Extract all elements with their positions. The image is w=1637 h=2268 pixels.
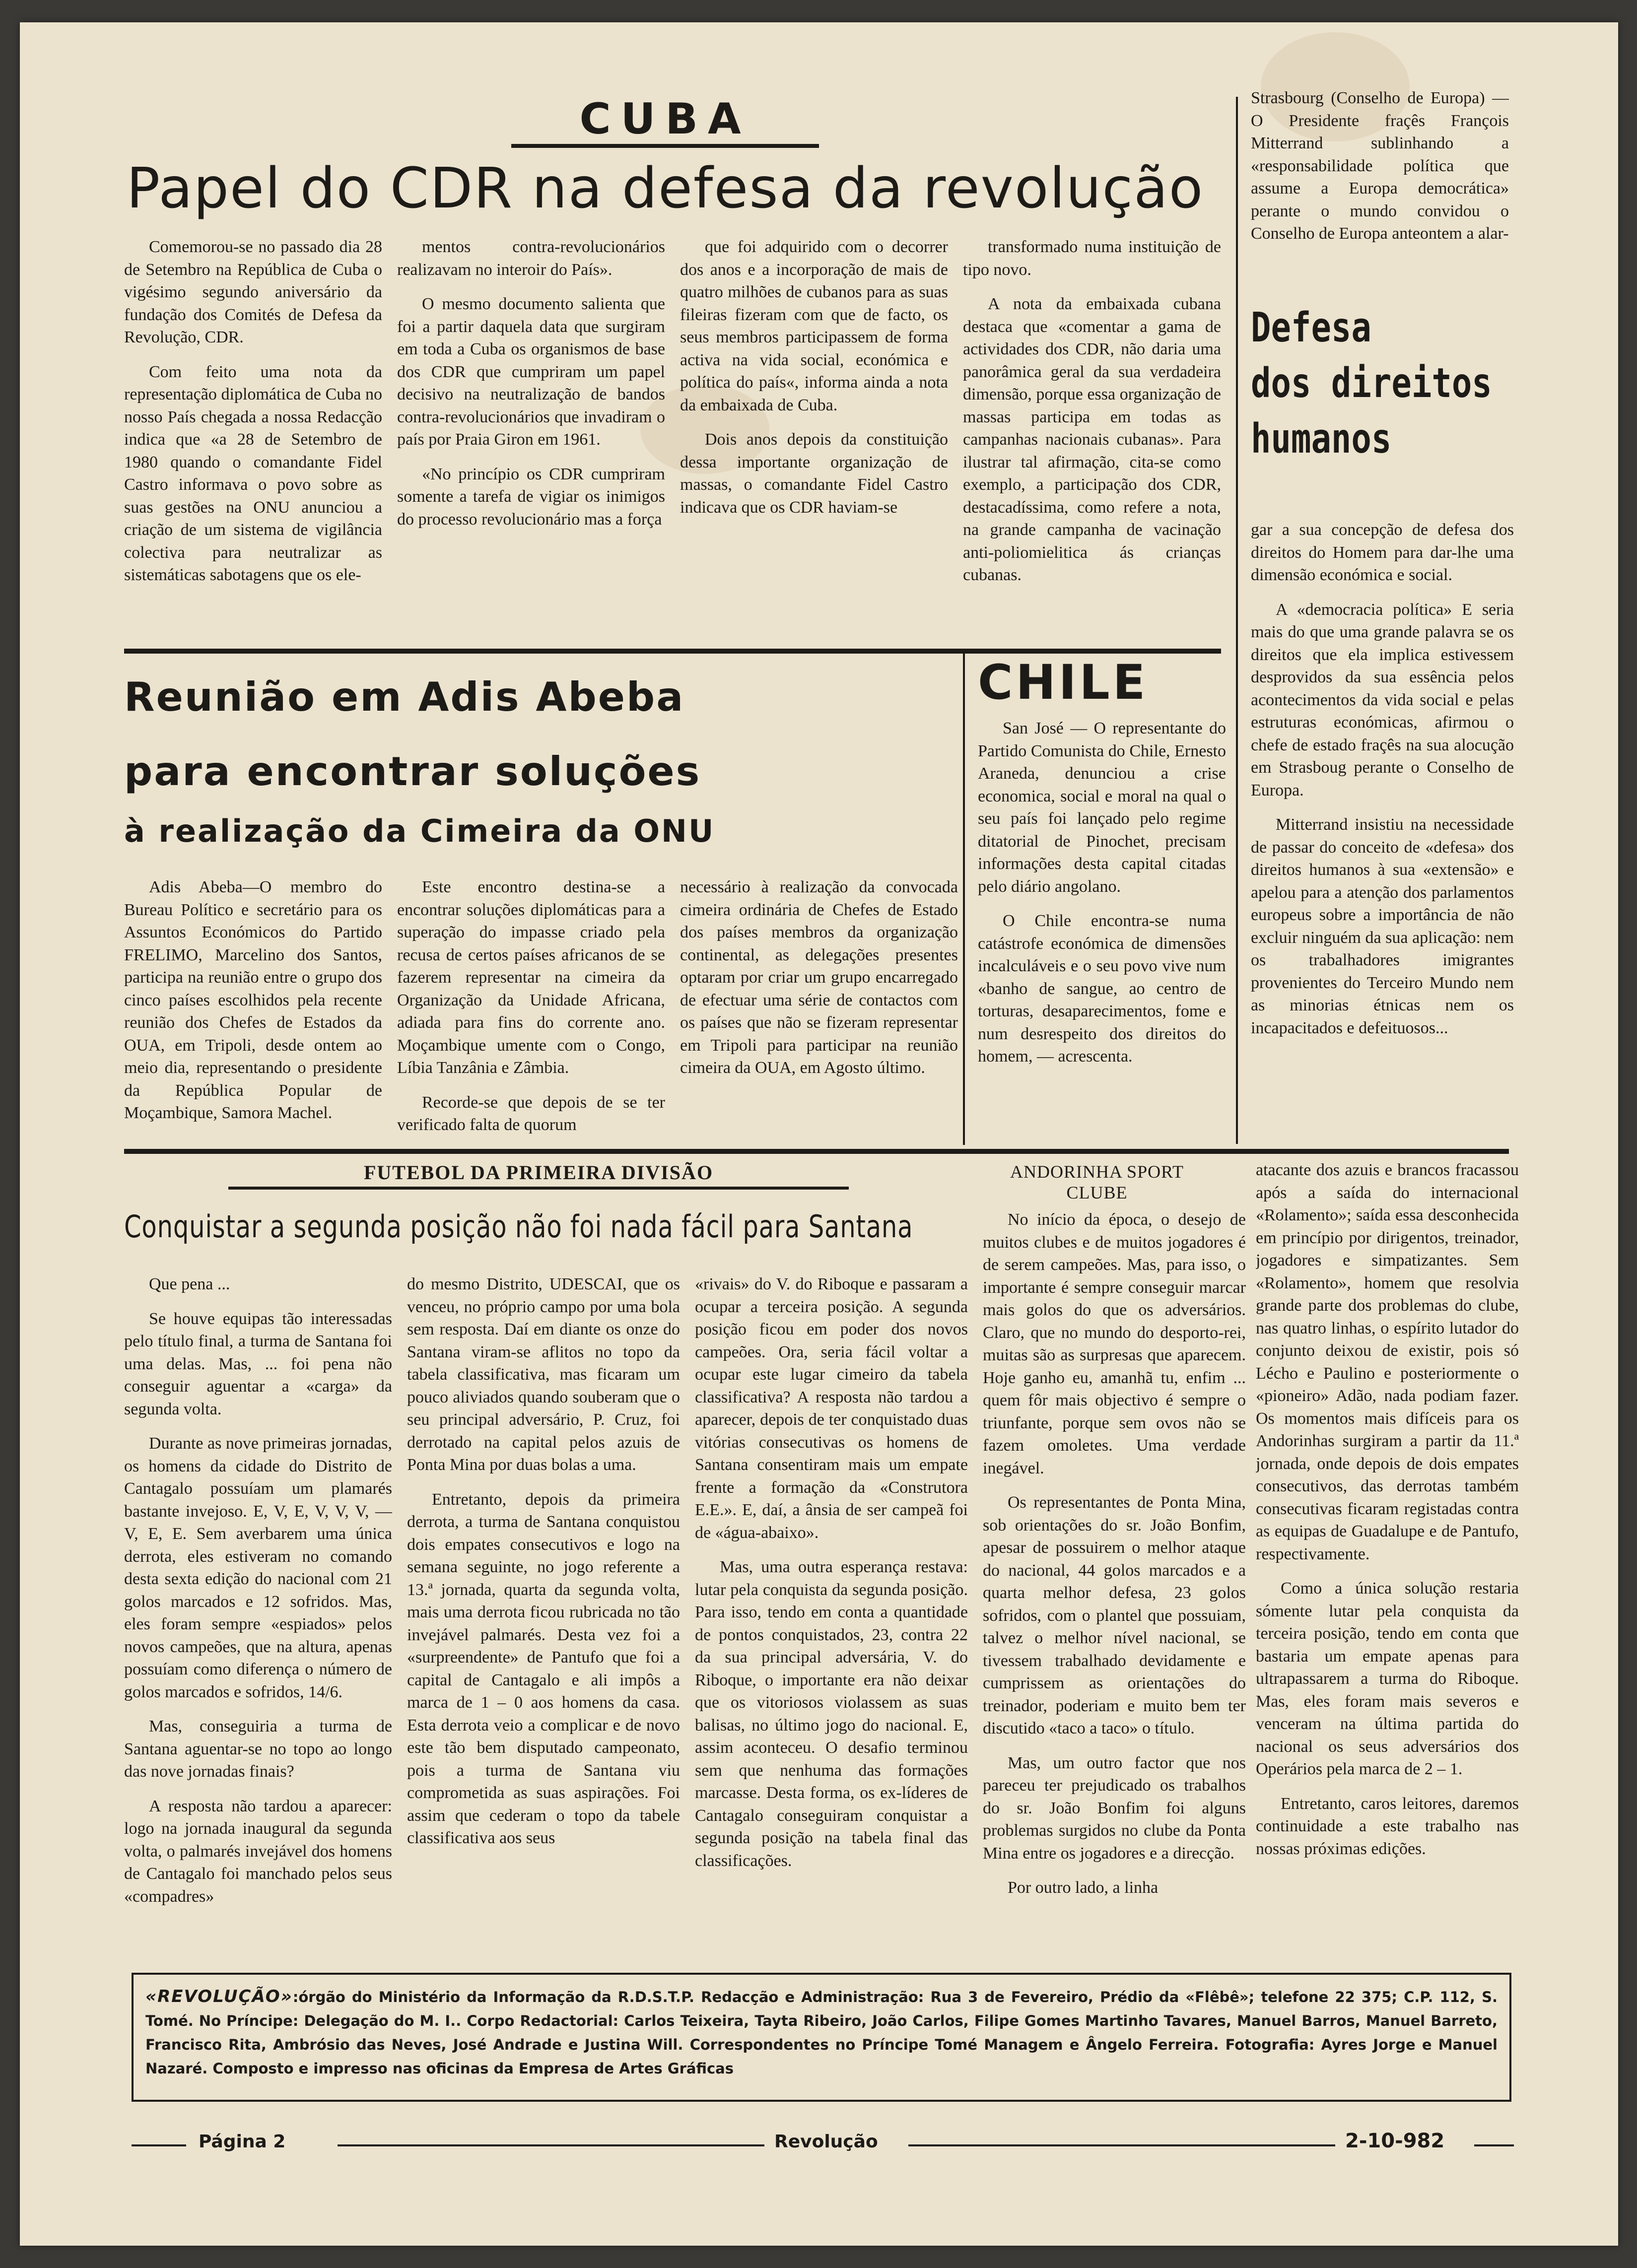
paragraph: Os representantes de Ponta Mina, sob orientações do sr. João Bonfim, apesar de possuirem o melhor ataque do nacional, 44 golos marcados e a quarta melhor defesa, 23 golos sofridos, com o plantel que possuiam, talvez o melhor nível nacional, se tivessem trabalhado devidamente e cumprissem as orientações do treinador, poderiam e muito bem ter discutido «taco a taco» o título. [983, 1493, 1246, 1737]
paragraph: atacante dos azuis e brancos fracassou após a saída do internacional «Rolamento»; saída essa desconhecida em princípio por dirigentos, treinador, jogadores e simpatizantes. Sem «Rolamento», homem que resolvia grande parte dos problemas do clube, nas quatro linhas, o espírito lutador do conjunto deixou de existir, pois só Lécho e Paulino e posteriormente o «pioneiro» Adão, nada podiam fazer. Os momentos mais difíceis para os Andorinhas surgiram a partir da 11.ª jornada, onde depois de dois empates consecutivos, das derrotas também consecutivas ficaram registadas contra as equipas de Guadalupe e de Pantufo, respectivamente. [1256, 1161, 1519, 1563]
paragraph: O mesmo documento salienta que foi a partir daquela data que surgiram em toda a Cuba os organismos de base dos CDR que cumpriram um papel decisivo na neutralização de bandos contra-revolucionários que invadiram o país por Praia Giron em 1961. [397, 295, 665, 449]
footer-rule [1474, 2144, 1514, 2146]
cuba-column-1 [124, 236, 382, 643]
paragraph: Mas, um outro factor que nos pareceu ter prejudicado os trabalhos do sr. João Bonfim foi alguns problemas surgidos no clube da Ponta Mina entre os jogadores e a direcção. [983, 1753, 1246, 1863]
paragraph: mentos contra-revolucionários realizavam no interoir do País». [397, 238, 665, 279]
adis-column-1 [124, 876, 382, 1144]
adis-headline-line-2: para encontrar soluções [124, 748, 701, 795]
footer-rule [908, 2144, 1335, 2146]
footer-paper-name: Revolução [774, 2132, 878, 2152]
cuba-column-2 [397, 236, 665, 643]
footer-page-number: Página 2 [199, 2132, 286, 2152]
paragraph: Se houve equipas tão interessadas pelo título final, a turma de Santana foi uma delas. Mas, ... foi pena não conseguir aguentar a «carga» da segunda volta. [124, 1309, 392, 1418]
paragraph: «No princípio os CDR cumpriram somente a tarefa de vigiar os inimigos do processo revolucionário mas a força [397, 465, 665, 529]
paragraph: do mesmo Distrito, UDESCAI, que os venceu, no próprio campo por uma bola sem resposta. Daí em diante os onze do Santana viram-se aflitos no topo da tabela classificativa, mas ficaram um pouco aliviados quando souberam que o seu principal adversário, P. Cruz, foi derrotado na capital pelos azuis de Ponta Mina por duas bolas a uma. [407, 1275, 680, 1474]
paragraph: Que pena ... [149, 1275, 230, 1293]
paragraph: que foi adquirido com o decorrer dos anos e a incorporação de mais de quatro milhões de cubanos para as suas fileiras fizeram com que de facto, os seus membros participassem de forma activa na vida social, económica e política do país«, informa ainda a nota da embaixada de Cuba. [680, 238, 948, 414]
paragraph: Mas, conseguiria a turma de Santana aguentar-se no topo ao longo das nove jornadas finais? [124, 1717, 392, 1781]
footer-date: 2-10-982 [1345, 2130, 1445, 2152]
futebol-column-3 [695, 1273, 968, 1958]
cuba-headline: Papel do CDR na defesa da revolução [126, 156, 1204, 221]
futebol-kicker: FUTEBOL DA PRIMEIRA DIVISÃO [228, 1159, 849, 1190]
paragraph: Recorde-se que depois de se ter verificado falta de quorum [397, 1093, 665, 1134]
paragraph: San José — O representante do Partido Comunista do Chile, Ernesto Araneda, denunciou a crise economica, social e moral na qual o seu país foi lançado pelo regime ditatorial de Pinochet, precisam informações desta capital citadas pelo diário angolano. [978, 719, 1226, 896]
paragraph: Mitterrand insistiu na necessidade de passar do conceito de «defesa» dos direitos humanos à sua «extensão» e apelou para a atenção dos parlamentos europeus sobre a importância de não excluir ninguém da sua aplicação: nem os trabalhadores imigrantes provenientes do Terceiro Mundo nem as minorias étnicas nem os incapacitados e defeituosos... [1251, 815, 1514, 1037]
headline-line: humanos [1251, 415, 1392, 463]
footer-rule [338, 2144, 764, 2146]
paragraph: Como a única solução restaria sómente lutar pela conquista da terceira posição, tendo em conta que bastaria um empate apenas para ultrapassarem a turma do Riboque. Mas, eles foram mais severos e venceram na última partida do nacional os seus adversários dos Operários pela marca de 2 – 1. [1256, 1579, 1519, 1778]
masthead-brand: «REVOLUÇÃO» [145, 1987, 293, 2006]
andorinha-column-1 [983, 1208, 1246, 1958]
cuba-column-3 [680, 236, 948, 643]
chile-kicker: CHILE [978, 655, 1149, 710]
column-divider [1236, 97, 1238, 1144]
headline-line: Defesa [1251, 304, 1371, 351]
futebol-column-2 [407, 1273, 680, 1958]
paragraph: A nota da embaixada cubana destaca que «comentar a gama de actividades dos CDR, não daria uma panorâmica geral da sua verdadeira dimensão, porque essa organização de massas participa em todas as campanhas nacionais cubanas». Para ilustrar tal afirmação, cita-se como exemplo, a participação dos CDR, destacadíssima, como refere a nota, na grande campanha de vacinação anti-poliomielitica ás crianças cubanas. [963, 295, 1221, 584]
headline-line: dos direitos [1251, 360, 1492, 407]
paragraph: Comemorou-se no passado dia 28 de Setembro na República de Cuba o vigésimo segundo aniversário da fundação dos Comités de Defesa da Revolução, CDR. [124, 238, 382, 346]
paragraph: gar a sua concepção de defesa dos direitos do Homem para dar-lhe uma dimensão económica e social. [1251, 521, 1514, 584]
paragraph: O Chile encontra-se numa catástrofe económica de dimensões incalculáveis e o seu povo vive num «banho de sangue, ao centro de torturas, desaparecimentos, fome e num desrespeito dos direitos do homem, — acrescenta. [978, 912, 1226, 1066]
chile-body [978, 717, 1226, 1139]
masthead-text: :órgão do Ministério da Informação da R.D.S.T.P. Redacção e Administração: Rua 3 de Fevereiro, Prédio da «Flêbê»; telefone 22 375; C.P. 112, S. Tomé. No Príncipe: Delegação do M. I.. Corpo Redactorial: Carlos Teixeira, Tayta Ribeiro, João Carlos, Filipe Gomes Martinho Tavares, Manuel Barros, Manuel Barreto, Francisco Rita, Ambrósio das Neves, José Andrade e Justina Will. Correspondentes no Príncipe Tomé Managem e Ângelo Ferreira. Fotografia: Ayres Jorge e Manuel Nazaré. Composto e impresso nas oficinas da Empresa de Artes Gráficas [145, 1989, 1498, 2077]
paragraph: Entretanto, caros leitores, daremos continuidade a este trabalho nas nossas próximas edições. [1256, 1794, 1519, 1858]
europa-headline [1251, 300, 1503, 467]
paragraph: necessário à realização da convocada cimeira ordinária de Chefes de Estado dos países membros da organização continental, as delegações presentes optaram por criar um grupo encarregado de efectuar uma série de contactos com os países que não se fizeram representar em Tripoli para participar na reunião cimeira da OUA, em Agosto último. [680, 878, 958, 1077]
section-divider [124, 1149, 1509, 1154]
andorinha-kicker: ANDORINHA SPORT CLUBE [1010, 1162, 1184, 1202]
paragraph: Mas, uma outra esperança restava: lutar pela conquista da segunda posição. Para isso, tendo em conta a quantidade de pontos conquistados, 23, contra 22 da sua principal adversária, V. do Riboque, o importante era não deixar que os vitoriosos violassem as suas balisas, no último jogo do nacional. E, assim aconteceu. O desafio terminou sem que nenhuma das formações marcasse. Desta forma, os ex-líderes de Cantagalo conseguiram conquistar a segunda posição na tabela final das classificações. [695, 1558, 968, 1870]
column-divider [963, 654, 965, 1145]
futebol-column-1 [124, 1273, 392, 1958]
paragraph: Entretanto, depois da primeira derrota, a turma de Santana conquistou dois empates consecutivos e logo na semana seguinte, no jogo referente a 13.ª jornada, quarta da segunda volta, mais uma derrota ficou rubricada no tão invejável palmarés. Desta vez foi a «surpreendente» de Pantufo que foi a capital de Cantagalo e ali impôs a marca de 1 – 0 aos homens da casa. Esta derrota veio a complicar e de novo este tão bem disputado campeonato, pois a turma de Santana viu comprometida as suas aspirações. Foi assim que cederam o topo da tabele classificativa aos seus [407, 1490, 680, 1847]
paragraph: A resposta não tardou a aparecer: logo na jornada inaugural da segunda volta, o palmarés invejável dos homens de Cantagalo foi manchado pelos seus «compadres» [124, 1797, 392, 1906]
adis-headline-line-1: Reunião em Adis Abeba [124, 674, 685, 720]
europa-body [1251, 519, 1514, 1129]
paragraph: Por outro lado, a linha [1008, 1878, 1159, 1897]
paragraph: Strasbourg (Conselho de Europa) — O Presidente fraçês François Mitterrand sublinhando a «responsabilidade política que assume a Europa democrática» perante o mundo convidou o Conselho de Europa anteontem a alar- [1251, 89, 1509, 243]
andorinha-column-2 [1256, 1159, 1519, 1958]
masthead-box [132, 1973, 1511, 2102]
cuba-column-4 [963, 236, 1221, 643]
futebol-headline: Conquistar a segunda posição não foi nada fácil para Santana [124, 1208, 913, 1245]
paragraph: transformado numa instituição de tipo novo. [963, 238, 1221, 279]
paragraph: Dois anos depois da constituição dessa importante organização de massas, o comandante Fidel Castro indicava que os CDR haviam-se [680, 430, 948, 517]
paragraph: «rivais» do V. do Riboque e passaram a ocupar a terceira posição. A segunda posição ficou em poder dos novos campeões. Ora, seria fácil voltar a ocupar este lugar cimeiro da tabela classificativa? A resposta não tardou a aparecer, depois de ter conquistado duas vitórias consecutivas os homens de Santana consentiram mais um empate frente a formação da «Construtora E.E.». E, daí, a ânsia de ser campeã foi de «água-abaixo». [695, 1275, 968, 1542]
europa-intro [1251, 87, 1509, 300]
adis-headline-line-3: à realização da Cimeira da ONU [124, 813, 715, 849]
paragraph: Este encontro destina-se a encontrar soluções diplomáticas para a superação do impasse criado pela recusa de certos países africanos de se fazerem representar na cimeira da Organização da Unidade Africana, adiada para fins do corrente ano. Moçambique umente com o Congo, Líbia Tanzânia e Zâmbia. [397, 878, 665, 1077]
paragraph: Durante as nove primeiras jornadas, os homens da cidade do Distrito de Cantagalo possuíam um plamarés bastante invejoso. E, V, E, V, V, V, — V, E, E. Sem averbarem uma única derrota, eles estiveram no comando desta sexta edição do nacional com 21 golos marcados e 12 sofridos. Mas, eles foram sempre «espiados» pelos novos campeões, que na altura, apenas possuíam como diferença o número de golos marcados e sofridos, 14/6. [124, 1434, 392, 1701]
footer-rule [132, 2144, 186, 2146]
paragraph: Com feito uma nota da representação diplomática de Cuba no nosso País chegada a nossa Redacção indica que «a 28 de Setembro de 1980 quando o comandante Fidel Castro informava o povo sobre as suas gestões na ONU anunciou a criação de um sistema de vigilância colectiva para neutralizar as sistemáticas sabotagens que os ele- [124, 362, 382, 584]
paragraph: No início da época, o desejo de muitos clubes e de muitos jogadores é de serem campeões. Mas, para isso, o importante é sempre conseguir marcar mais golos do que os adversários. Claro, que no mundo do desporto-rei, muitas são as surpresas que aparecem. Hoje ganho eu, amanhã tu, enfim ... quem fôr mais objectivo é sempre o triunfante, porque sem ovos não se fazem omoletes. Uma verdade inegável. [983, 1210, 1246, 1477]
adis-column-2 [397, 876, 665, 1144]
paragraph: Adis Abeba—O membro do Bureau Político e secretário para os Assuntos Económicos do Partido FRELIMO, Marcelino dos Santos, participa na reunião entre o grupo dos cinco países escolhidos pela recente reunião dos Chefes de Estados da OUA, em Tripoli, desde ontem ao meio dia, representando o presidente da República Popular de Moçambique, Samora Machel. [124, 878, 382, 1122]
cuba-kicker: CUBA [511, 94, 819, 148]
paragraph: A «democracia política» E seria mais do que uma grande palavra se os direitos que ela implica estivessem desprovidos da sua essência pelos acontecimentos da vida social e pelas estruturas económicas, afirmou o chefe de estado fraçês na sua alocução em Strasboug perante o Conselho de Europa. [1251, 600, 1514, 800]
newspaper-page [20, 22, 1618, 2246]
adis-column-3 [680, 876, 958, 1144]
